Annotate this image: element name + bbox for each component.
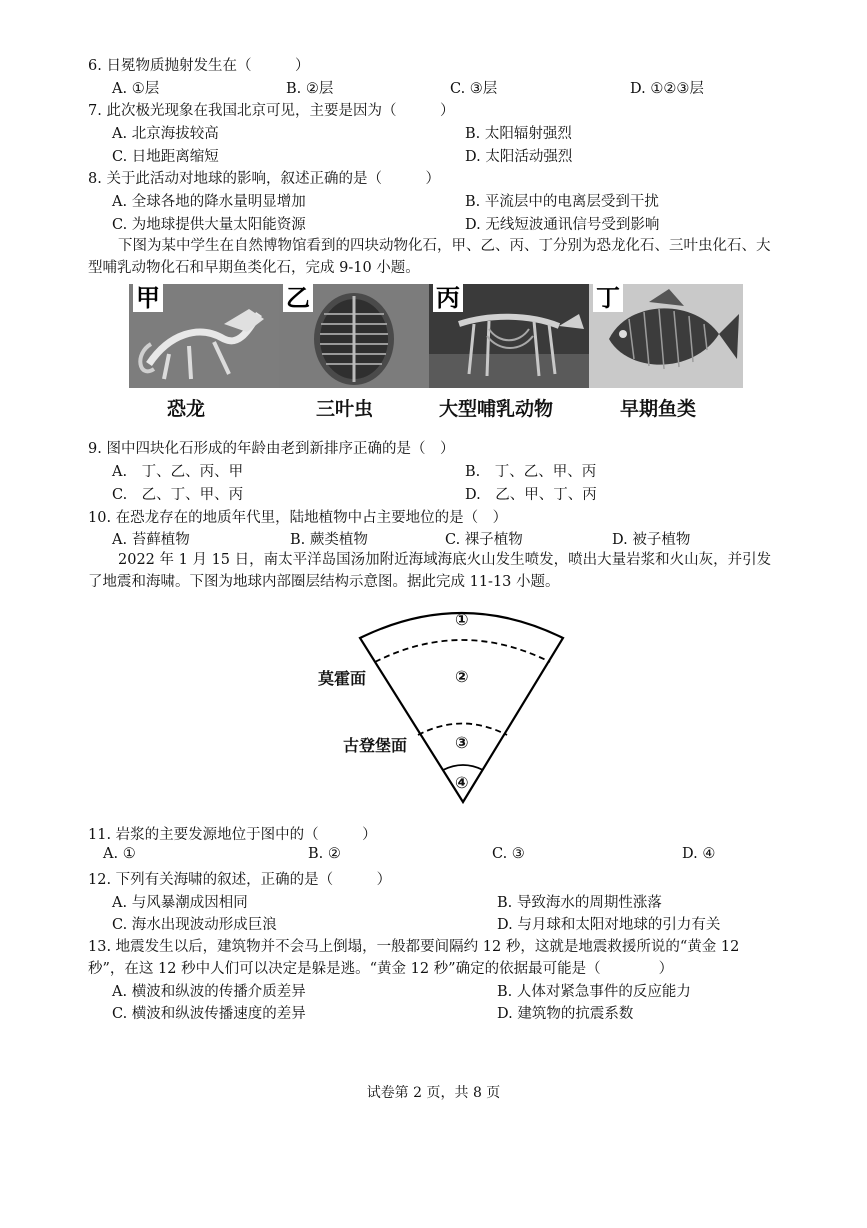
- earthquake-intro: 2022 年 1 月 15 日，南太平洋岛国汤加附近海域海底火山发生喷发，喷出大量岩浆和火山灰，并引发了地震和海啸。下图为地球内部圈层结构示意图。据此完成 11-13 小题。: [88, 552, 772, 590]
- fish-fossil-image: [589, 284, 743, 388]
- q12-stem: 12. 下列有关海啸的叙述，正确的是（ ）: [88, 872, 392, 888]
- q12-option-c: C. 海水出现波动形成巨浪: [112, 917, 277, 933]
- layer-2-label: ②: [455, 667, 469, 686]
- q13-option-d: D. 建筑物的抗震系数: [497, 1006, 634, 1022]
- mammal-fossil-image: [429, 284, 589, 388]
- fossil-tag-ding: 丁: [593, 284, 623, 312]
- q6-stem: 6. 日冕物质抛射发生在（ ）: [88, 58, 310, 74]
- q10-option-c: C. 裸子植物: [445, 532, 523, 548]
- q10-option-d: D. 被子植物: [612, 532, 691, 548]
- q9-option-b: B. 丁、乙、甲、丙: [465, 464, 597, 480]
- q6-option-c: C. ③层: [450, 81, 498, 97]
- q8-option-d: D. 无线短波通讯信号受到影响: [465, 217, 660, 233]
- fossil-tag-yi: 乙: [283, 284, 313, 312]
- q10-option-a: A. 苔藓植物: [112, 532, 190, 548]
- fossil-caption-fish: 早期鱼类: [620, 398, 697, 420]
- q11-stem: 11. 岩浆的主要发源地位于图中的（ ）: [88, 827, 377, 843]
- q11-option-c: C. ③: [492, 846, 525, 862]
- earth-interior-diagram: [300, 600, 580, 810]
- q9-option-a: A. 丁、乙、丙、甲: [112, 464, 244, 480]
- q8-option-c: C. 为地球提供大量太阳能资源: [112, 217, 306, 233]
- fossil-caption-dinosaur: 恐龙: [167, 398, 206, 420]
- q9-option-c: C. 乙、丁、甲、丙: [112, 487, 244, 503]
- fossil-caption-trilobite: 三叶虫: [316, 398, 374, 420]
- moho-label: 莫霍面: [318, 669, 367, 688]
- layer-1-label: ①: [455, 610, 469, 629]
- gutenberg-label: 古登堡面: [343, 736, 408, 755]
- q8-option-a: A. 全球各地的降水量明显增加: [112, 194, 306, 210]
- q12-option-d: D. 与月球和太阳对地球的引力有关: [497, 917, 721, 933]
- q9-option-d: D. 乙、甲、丁、丙: [465, 487, 597, 503]
- fossil-intro: 下图为某中学生在自然博物馆看到的四块动物化石，甲、乙、丙、丁分别为恐龙化石、三叶虫化石、大型哺乳动物化石和早期鱼类化石，完成 9-10 小题。: [88, 238, 771, 276]
- q8-stem: 8. 关于此活动对地球的影响，叙述正确的是（ ）: [88, 171, 440, 187]
- q7-option-c: C. 日地距离缩短: [112, 149, 219, 165]
- q7-stem: 7. 此次极光现象在我国北京可见，主要是因为（ ）: [88, 103, 455, 119]
- q12-option-b: B. 导致海水的周期性涨落: [497, 895, 662, 911]
- q10-stem: 10. 在恐龙存在的地质年代里，陆地植物中占主要地位的是（ ）: [88, 510, 508, 526]
- q11-option-b: B. ②: [308, 846, 341, 862]
- q6-option-b: B. ②层: [286, 81, 334, 97]
- q7-option-a: A. 北京海拔较高: [112, 126, 219, 142]
- q7-option-d: D. 太阳活动强烈: [465, 149, 573, 165]
- fossil-tag-bing: 丙: [433, 284, 463, 312]
- q13-option-a: A. 横波和纵波的传播介质差异: [112, 984, 306, 1000]
- q13-option-b: B. 人体对紧急事件的反应能力: [497, 984, 691, 1000]
- dinosaur-fossil-image: [129, 284, 279, 388]
- fossil-photo-strip: [129, 284, 743, 388]
- q9-stem: 9. 图中四块化石形成的年龄由老到新排序正确的是（ ）: [88, 441, 455, 457]
- page-footer: 试卷第 2 页，共 8 页: [366, 1085, 501, 1101]
- q11-option-d: D. ④: [682, 846, 716, 862]
- q12-option-a: A. 与风暴潮成因相同: [112, 895, 248, 911]
- q13-stem: 13. 地震发生以后，建筑物并不会马上倒塌，一般都要间隔约 12 秒，这就是地震救援所说的“黄金 12 秒”，在这 12 秒中人们可以决定是躲是逃。“黄金 12 秒”确定的依据最可能是（ ）: [88, 939, 740, 977]
- q11-option-a: A. ①: [103, 846, 136, 862]
- fossil-caption-mammal: 大型哺乳动物: [439, 398, 554, 420]
- fossil-tag-jia: 甲: [133, 284, 163, 312]
- q7-option-b: B. 太阳辐射强烈: [465, 126, 572, 142]
- q13-option-c: C. 横波和纵波传播速度的差异: [112, 1006, 306, 1022]
- q6-option-d: D. ①②③层: [630, 81, 704, 97]
- layer-4-label: ④: [455, 773, 469, 792]
- q6-option-a: A. ①层: [112, 81, 160, 97]
- q8-option-b: B. 平流层中的电离层受到干扰: [465, 194, 659, 210]
- q10-option-b: B. 蕨类植物: [290, 532, 368, 548]
- trilobite-fossil-image: [279, 284, 429, 388]
- layer-3-label: ③: [455, 733, 469, 752]
